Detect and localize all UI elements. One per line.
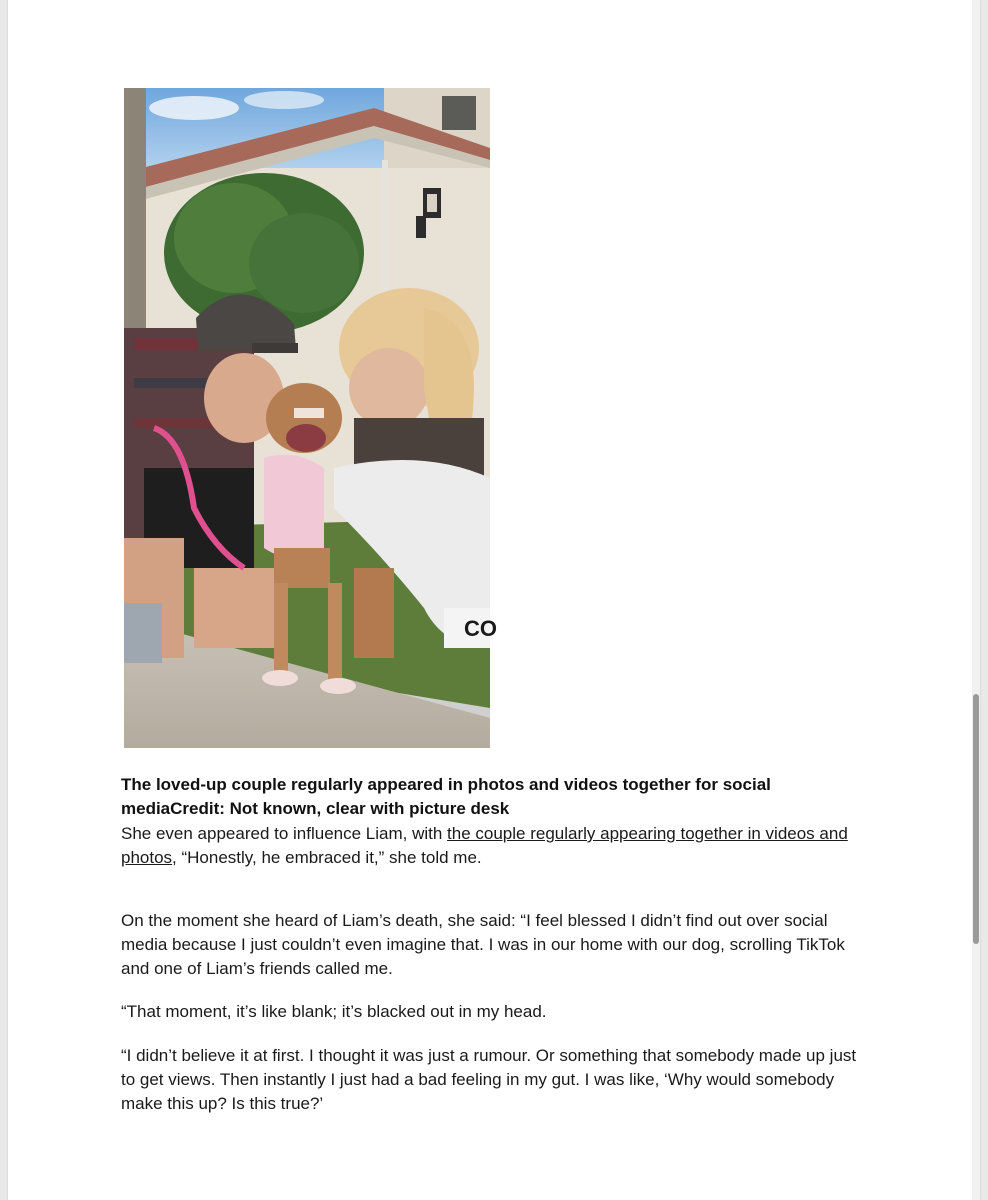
paragraph-1: [121, 822, 871, 870]
article-photo: [124, 88, 497, 748]
photo-caption: The loved-up couple regularly appeared in photos and videos together for social mediaCredit: Not known, clear with picture desk: [121, 775, 771, 818]
paragraph-2: On the moment she heard of Liam’s death, she said: “I feel blessed I didn’t find out over social media because I just couldn’t even imagine that. I was in our home with our dog, scrolling TikTok and one of Liam’s friends called me.: [121, 911, 845, 978]
vertical-scrollbar[interactable]: [972, 0, 980, 1200]
document-page: [8, 0, 980, 1200]
paragraph-4: “I didn’t believe it at first. I thought it was just a rumour. Or something that somebody made up just to get views. Then instantly I just had a bad feeling in my gut. I was like, ‘Why would somebody make this up? Is this true?’: [121, 1046, 857, 1113]
paragraph-1-text-end: , “Honestly, he embraced it,” she told me.: [172, 848, 482, 867]
scrollbar-thumb[interactable]: [973, 694, 979, 944]
paragraph-3: “That moment, it’s like blank; it’s blacked out in my head.: [121, 1002, 547, 1021]
shorts-print-text: CO: [464, 616, 497, 641]
paragraph-1-text-start: She even appeared to influence Liam, with: [121, 824, 448, 843]
couple-with-dog-illustration: [124, 88, 497, 748]
inline-link-couple-photos[interactable]: the couple regularly appearing together in videos and photos: [121, 824, 848, 867]
